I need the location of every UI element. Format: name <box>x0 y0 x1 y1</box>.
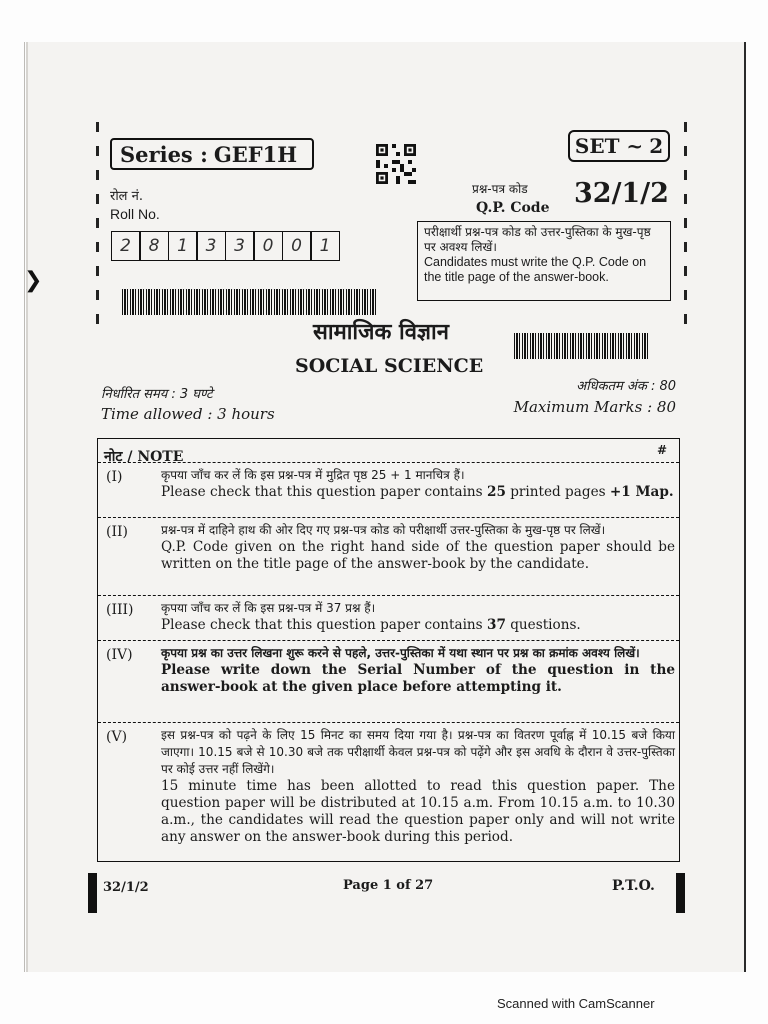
note-item-number: (I) <box>106 469 123 485</box>
footer-pto: P.T.O. <box>612 878 655 894</box>
subject-title-hindi: सामाजिक विज्ञान <box>313 320 449 345</box>
roll-digit-box: 2 <box>111 231 141 261</box>
set-number: 2 <box>649 134 664 158</box>
note-item-number: (III) <box>106 602 134 618</box>
note-item <box>98 463 679 518</box>
paper-edge <box>24 42 25 972</box>
barcode-right <box>514 333 648 359</box>
note-item-english <box>161 617 675 634</box>
roll-digit-box: 8 <box>139 231 169 261</box>
subject-title-english: SOCIAL SCIENCE <box>295 355 484 377</box>
note-text-bold: 25 <box>486 484 506 500</box>
note-item <box>98 596 679 641</box>
note-item-hindi: कृपया जाँच कर लें कि इस प्रश्न-पत्र में 37 प्रश्न हैं। <box>161 601 376 615</box>
set-label: SET ~ <box>574 134 644 158</box>
instruction-hindi: परीक्षार्थी प्रश्न-पत्र कोड को उत्तर-पुस्तिका के मुख-पृष्ठ पर अवश्य लिखें। <box>424 225 651 254</box>
roll-label-english: Roll No. <box>110 206 160 222</box>
series-label: Series : <box>120 141 208 167</box>
note-item-number: (IV) <box>106 647 133 663</box>
maximum-marks-english: Maximum Marks : 80 <box>513 398 676 416</box>
note-item <box>98 518 679 596</box>
right-cut-line <box>684 122 687 338</box>
maximum-marks-hindi: अधिकतम अंक : 80 <box>576 379 676 394</box>
set-box <box>568 130 670 162</box>
series-code: GEF1H <box>213 141 298 167</box>
footer-bar-left <box>88 873 97 913</box>
note-item-hindi: इस प्रश्न-पत्र को पढ़ने के लिए 15 मिनट का समय दिया गया है। प्रश्न-पत्र का वितरण पूर्वाह्न में 10.15 बजे किया जाएगा। 10.15 बजे से 10.30 बजे तक परीक्षार्थी केवल प्रश्न-पत्र को पढ़ेंगे और इस अवधि के दौरान वे उत्तर-पुस्तिका पर कोई उत्तर नहीं लिखेंगे। <box>161 728 675 776</box>
scanner-watermark: Scanned with CamScanner <box>497 996 655 1011</box>
note-heading-text: नोट / NOTE <box>104 449 184 465</box>
note-text-bold: +1 Map. <box>609 484 674 500</box>
note-text-part: Please check that this question paper contains <box>161 617 487 633</box>
roll-digit-box: 0 <box>282 231 312 261</box>
roll-number-boxes <box>112 231 340 261</box>
time-allowed-hindi: निर्धारित समय : 3 घण्टे <box>101 387 213 402</box>
note-item-hindi: प्रश्न-पत्र में दाहिने हाथ की ओर दिए गए प्रश्न-पत्र कोड को परीक्षार्थी उत्तर-पुस्तिका के मुख-पृष्ठ पर लिखें। <box>161 523 606 537</box>
note-item-number: (V) <box>106 729 128 745</box>
note-item-english <box>161 484 675 501</box>
left-margin-marker: ❯ <box>24 268 43 293</box>
note-item <box>98 641 679 723</box>
note-heading <box>98 439 679 463</box>
roll-digit-box: 1 <box>168 231 198 261</box>
note-text-part: Please check that this question paper contains <box>161 484 487 500</box>
footer-page-number: Page 1 of 27 <box>343 878 434 893</box>
note-item <box>98 723 679 861</box>
note-item-english: Q.P. Code given on the right hand side of the question paper should be written on the title page of the answer-book by the candidate. <box>161 539 675 572</box>
note-text-part: questions. <box>505 617 581 633</box>
roll-digit-box: 3 <box>196 231 226 261</box>
note-text-part: printed pages <box>505 484 610 500</box>
roll-digit-box: 1 <box>310 231 340 261</box>
time-allowed-english: Time allowed : 3 hours <box>101 405 275 423</box>
note-hash-mark: # <box>656 443 667 457</box>
qp-code-label-hindi: प्रश्न-पत्र कोड <box>472 182 528 196</box>
footer-qp-code: 32/1/2 <box>103 880 149 895</box>
left-cut-line <box>96 122 99 338</box>
note-item-english: 15 minute time has been allotted to read this question paper. The question paper will be distributed at 10.15 a.m. From 10.15 a.m. to 10.30 a.m., the candidates will read the question paper only and will not write any answer on the answer-book during this period. <box>161 778 675 845</box>
barcode-left <box>122 289 376 315</box>
note-item-number: (II) <box>106 524 128 540</box>
instruction-english: Candidates must write the Q.P. Code on the title page of the answer-book. <box>424 255 647 284</box>
roll-label-hindi: रोल नं. <box>110 189 143 204</box>
note-box <box>97 438 680 862</box>
qp-code-label-english: Q.P. Code <box>476 200 550 216</box>
footer-bar-right <box>676 873 685 913</box>
note-text-bold: 37 <box>486 617 506 633</box>
series-box <box>110 138 314 170</box>
qp-code-value: 32/1/2 <box>574 178 669 209</box>
note-item-hindi: कृपया जाँच कर लें कि इस प्रश्न-पत्र में मुद्रित पृष्ठ 25 + 1 मानचित्र हैं। <box>161 468 465 482</box>
roll-digit-box: 3 <box>225 231 255 261</box>
qr-code-icon <box>376 144 416 184</box>
note-item-hindi: कृपया प्रश्न का उत्तर लिखना शुरू करने से पहले, उत्तर-पुस्तिका में यथा स्थान पर प्रश्न का क्रमांक अवश्य लिखें। <box>161 646 640 660</box>
roll-digit-box: 0 <box>253 231 283 261</box>
qp-code-instruction-box <box>417 221 671 301</box>
note-item-english: Please write down the Serial Number of the question in the answer-book at the given place before attempting it. <box>161 662 675 695</box>
